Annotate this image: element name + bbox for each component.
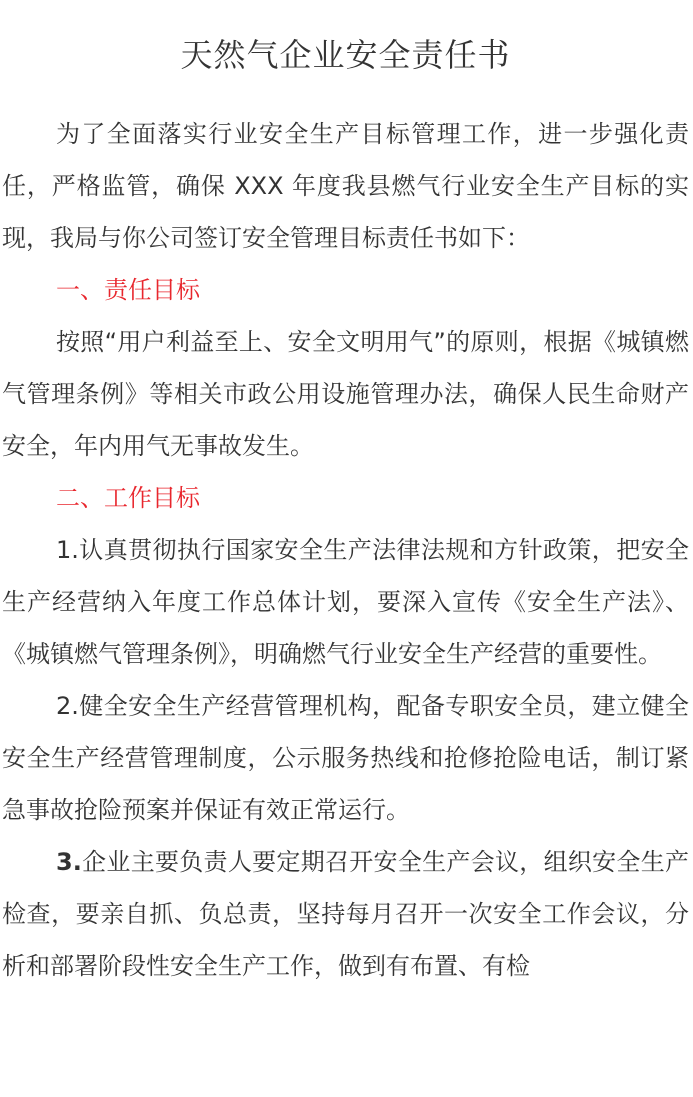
work-goal-item-number: 3. <box>56 848 82 876</box>
work-goal-item-3 <box>2 836 689 992</box>
work-goal-item-text: 认真贯彻执行国家安全生产法律法规和方针政策，把安全生产经营纳入年度工作总体计划，要深入宣传《安全生产法》、《城镇燃气管理条例》，明确燃气行业安全生产经营的重要性。 <box>2 536 689 668</box>
document-title: 天然气企业安全责任书 <box>180 36 511 74</box>
document-body <box>2 108 689 992</box>
work-goal-item-text: 企业主要负责人要定期召开安全生产会议，组织安全生产检查，要亲自抓、负总责，坚持每月召开一次安全工作会议，分析和部署阶段性安全生产工作，做到有布置、有检 <box>2 848 689 980</box>
work-goal-item-number: 1. <box>56 536 79 564</box>
work-goal-item-text: 健全安全生产经营管理机构，配备专职安全员，建立健全安全生产经营管理制度，公示服务热线和抢修抢险电话，制订紧急事故抢险预案并保证有效正常运行。 <box>2 692 689 824</box>
intro-paragraph: 为了全面落实行业安全生产目标管理工作，进一步强化责任，严格监管，确保 XXX 年度我县燃气行业安全生产目标的实现，我局与你公司签订安全管理目标责任书如下： <box>2 120 689 252</box>
responsibility-goals-paragraph: 按照“用户利益至上、安全文明用气”的原则，根据《城镇燃气管理条例》等相关市政公用设施管理办法，确保人民生命财产安全，年内用气无事故发生。 <box>2 328 689 460</box>
section-heading-work-goals: 二、工作目标 <box>56 484 200 512</box>
work-goal-item-1 <box>2 524 689 680</box>
work-goal-item-number: 2. <box>56 692 79 720</box>
section-heading-responsibility-goals: 一、责任目标 <box>56 276 200 304</box>
work-goal-item-2 <box>2 680 689 836</box>
